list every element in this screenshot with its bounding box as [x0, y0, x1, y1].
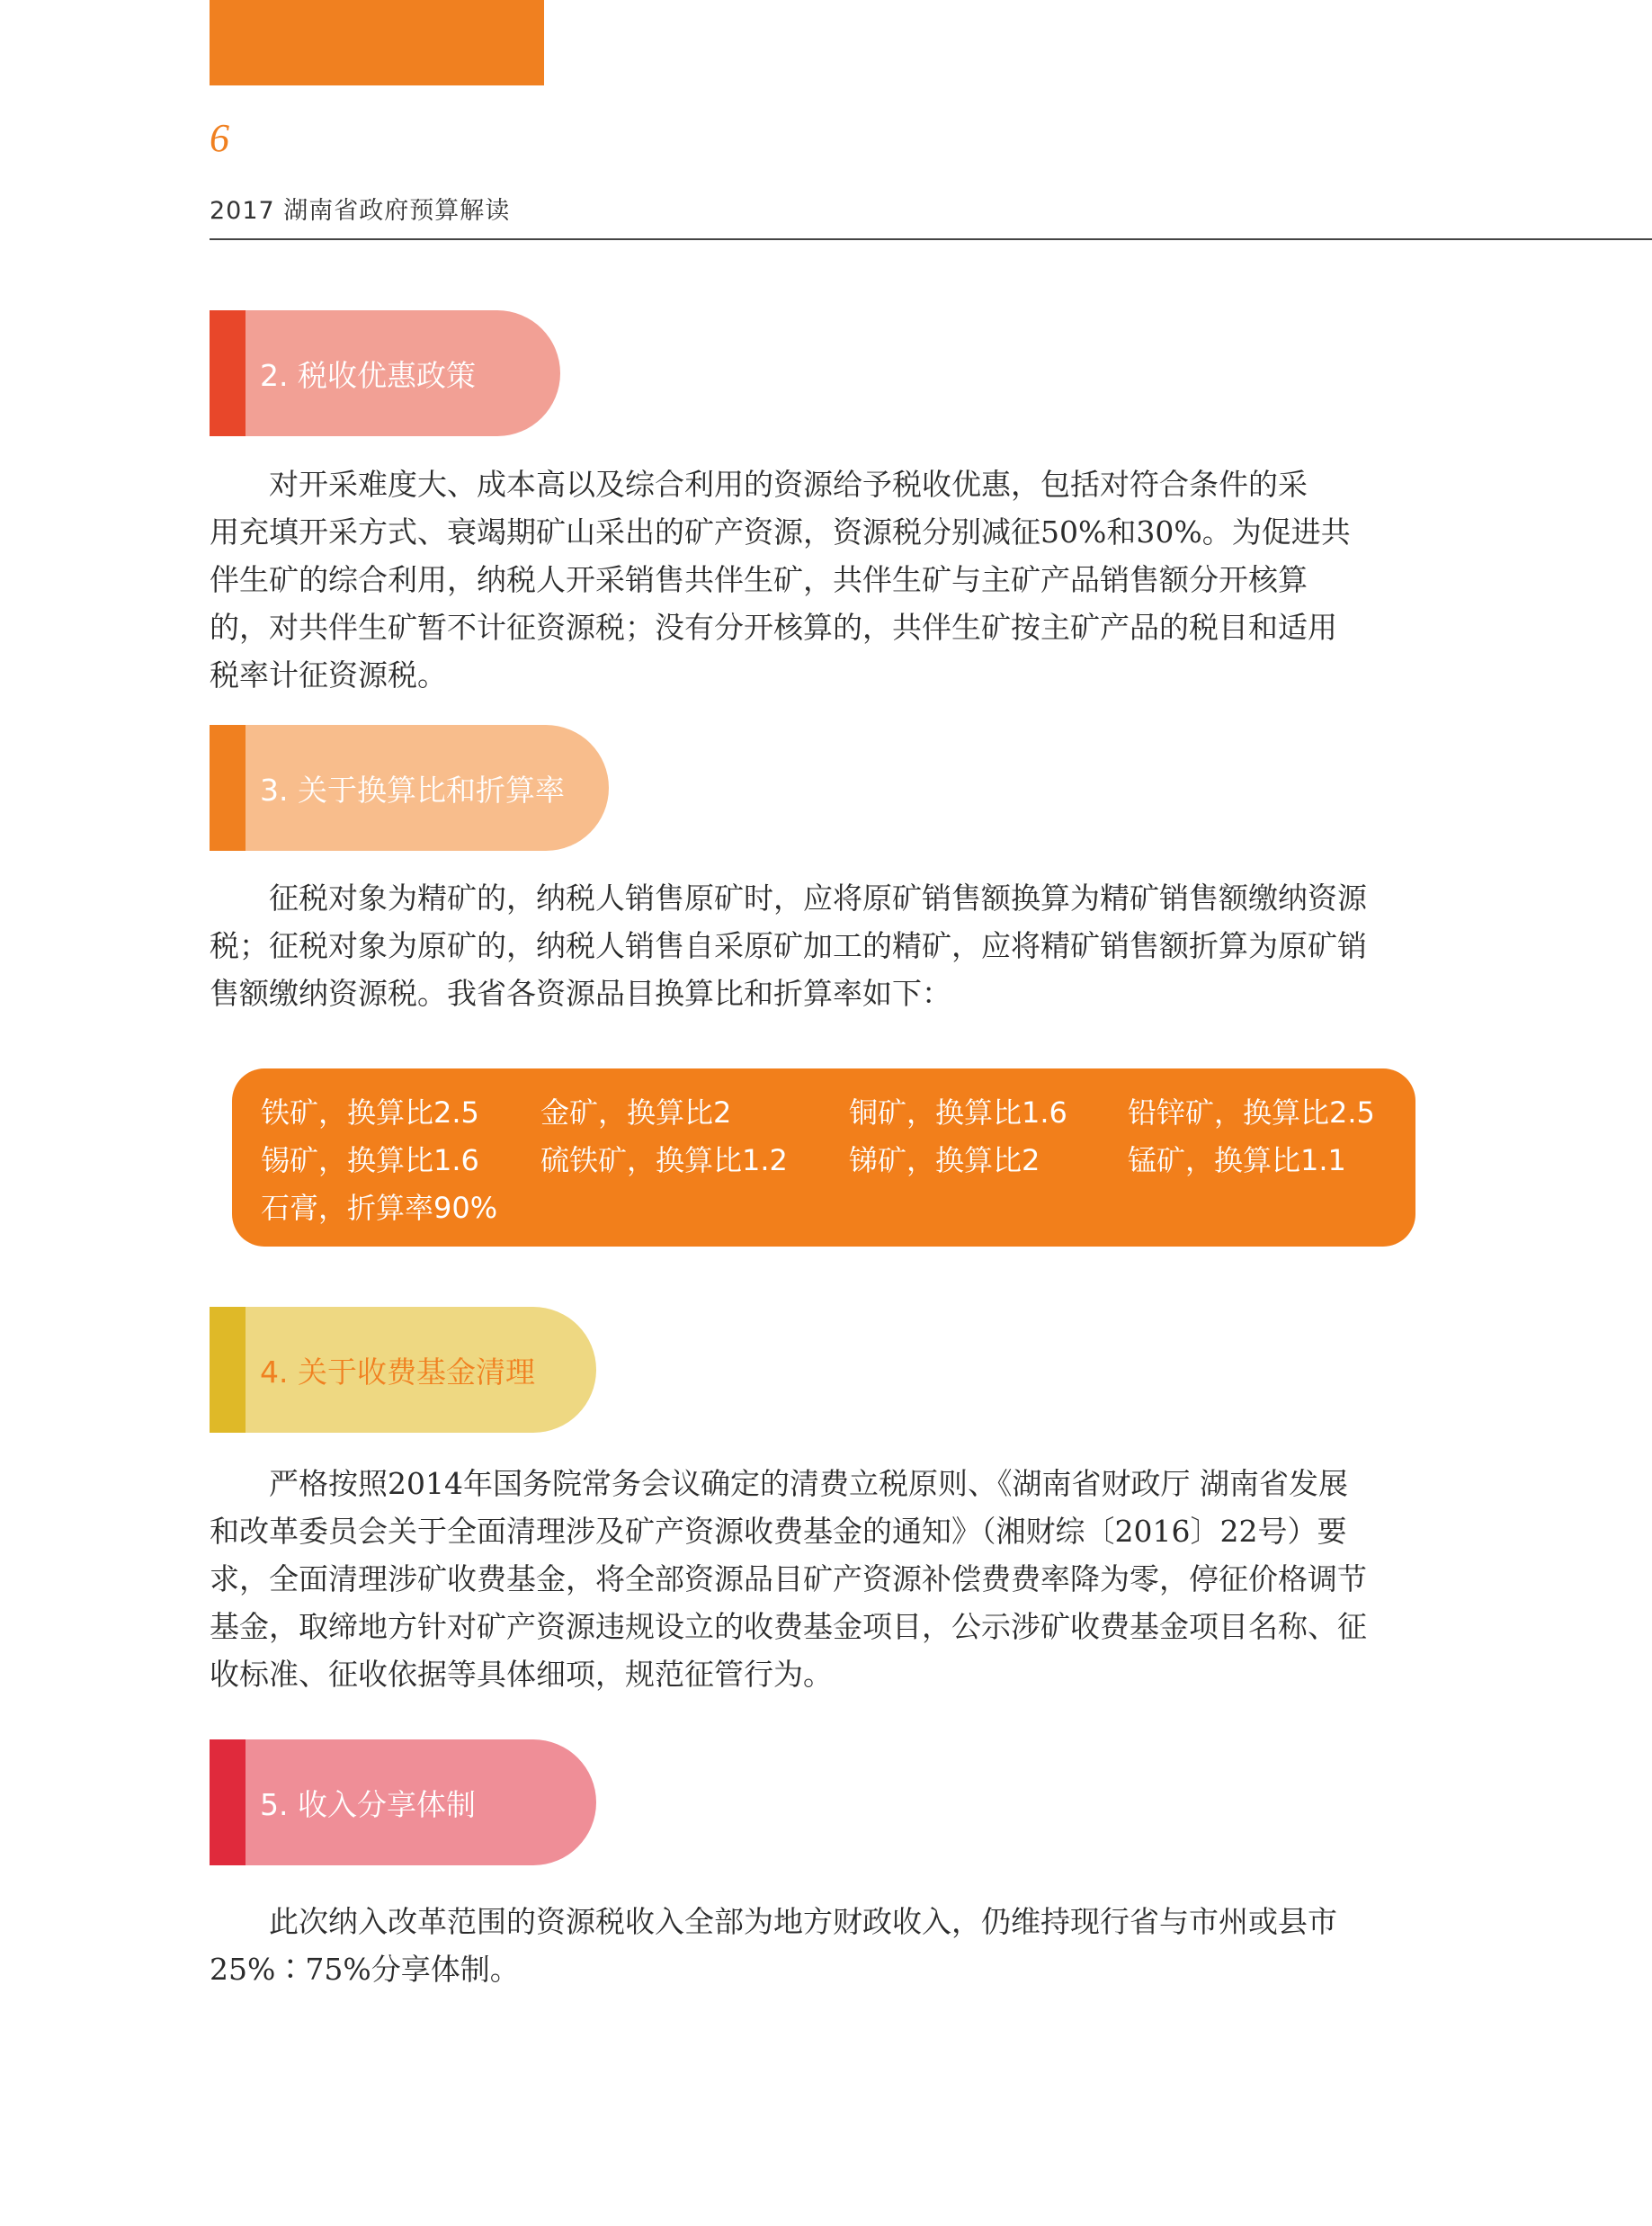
paragraph-line: 征税对象为精矿的，纳税人销售原矿时，应将原矿销售额换算为精矿销售额缴纳资源 [269, 881, 1367, 916]
heading-accent-bar [210, 310, 246, 436]
header-divider [210, 238, 1652, 240]
section-heading-revenue-sharing [210, 1739, 596, 1865]
paragraph-line: 对开采难度大、成本高以及综合利用的资源给予税收优惠，包括对符合条件的采 [269, 467, 1308, 502]
heading-label: 3. 关于换算比和折算率 [260, 772, 565, 808]
paragraph-line: 基金，取缔地方针对矿产资源违规设立的收费基金项目，公示涉矿收费基金项目名称、征 [210, 1609, 1367, 1644]
paragraph-conversion-ratio [210, 874, 1443, 1017]
heading-label: 5. 收入分享体制 [260, 1786, 476, 1822]
ratio-item: 锰矿，换算比1.1 [1128, 1143, 1346, 1177]
ratio-item: 金矿，换算比2 [540, 1095, 732, 1130]
conversion-ratio-box [232, 1068, 1415, 1247]
header-color-tab [210, 0, 544, 85]
paragraph-line: 求，全面清理涉矿收费基金，将全部资源品目矿产资源补偿费费率降为零，停征价格调节 [210, 1561, 1367, 1596]
heading-label: 4. 关于收费基金清理 [260, 1354, 535, 1390]
running-title: 2017 湖南省政府预算解读 [210, 197, 511, 225]
paragraph-line: 伴生矿的综合利用，纳税人开采销售共伴生矿，共伴生矿与主矿产品销售额分开核算 [210, 562, 1308, 597]
paragraph-fee-cleanup [210, 1460, 1443, 1698]
ratio-item: 锡矿，换算比1.6 [261, 1143, 479, 1177]
paragraph-line: 收标准、征收依据等具体细项，规范征管行为。 [210, 1657, 833, 1692]
section-heading-tax-incentives [210, 310, 560, 436]
paragraph-line: 用充填开采方式、衰竭期矿山采出的矿产资源，资源税分别减征50%和30%。为促进共 [210, 514, 1351, 550]
paragraph-line: 和改革委员会关于全面清理涉及矿产资源收费基金的通知》（湘财综〔2016〕22号）要 [210, 1514, 1347, 1549]
heading-accent-bar [210, 725, 246, 851]
paragraph-revenue-sharing [210, 1898, 1443, 1993]
ratio-item: 铜矿，换算比1.6 [849, 1095, 1067, 1130]
paragraph-line: 严格按照2014年国务院常务会议确定的清费立税原则、《湖南省财政厅 湖南省发展 [269, 1466, 1348, 1501]
paragraph-line: 税；征税对象为原矿的，纳税人销售自采原矿加工的精矿，应将精矿销售额折算为原矿销 [210, 928, 1367, 963]
paragraph-line: 的，对共伴生矿暂不计征资源税；没有分开核算的，共伴生矿按主矿产品的税目和适用 [210, 610, 1337, 645]
paragraph-tax-incentives [210, 460, 1443, 699]
ratio-item: 硫铁矿，换算比1.2 [540, 1143, 788, 1177]
paragraph-line: 税率计征资源税。 [210, 657, 447, 693]
paragraph-line: 25%∶75%分享体制。 [210, 1952, 520, 1987]
ratio-item: 石膏，折算率90% [261, 1191, 498, 1225]
section-heading-conversion-ratio [210, 725, 609, 851]
paragraph-line: 此次纳入改革范围的资源税收入全部为地方财政收入，仍维持现行省与市州或县市 [269, 1904, 1337, 1939]
section-heading-fee-cleanup [210, 1307, 596, 1433]
heading-accent-bar [210, 1307, 246, 1433]
heading-label: 2. 税收优惠政策 [260, 357, 476, 393]
page-number: 6 [210, 116, 229, 160]
ratio-item: 铅锌矿，换算比2.5 [1128, 1095, 1375, 1130]
paragraph-line: 售额缴纳资源税。我省各资源品目换算比和折算率如下： [210, 976, 951, 1011]
ratio-item: 锑矿，换算比2 [849, 1143, 1040, 1177]
heading-accent-bar [210, 1739, 246, 1865]
ratio-item: 铁矿，换算比2.5 [261, 1095, 479, 1130]
